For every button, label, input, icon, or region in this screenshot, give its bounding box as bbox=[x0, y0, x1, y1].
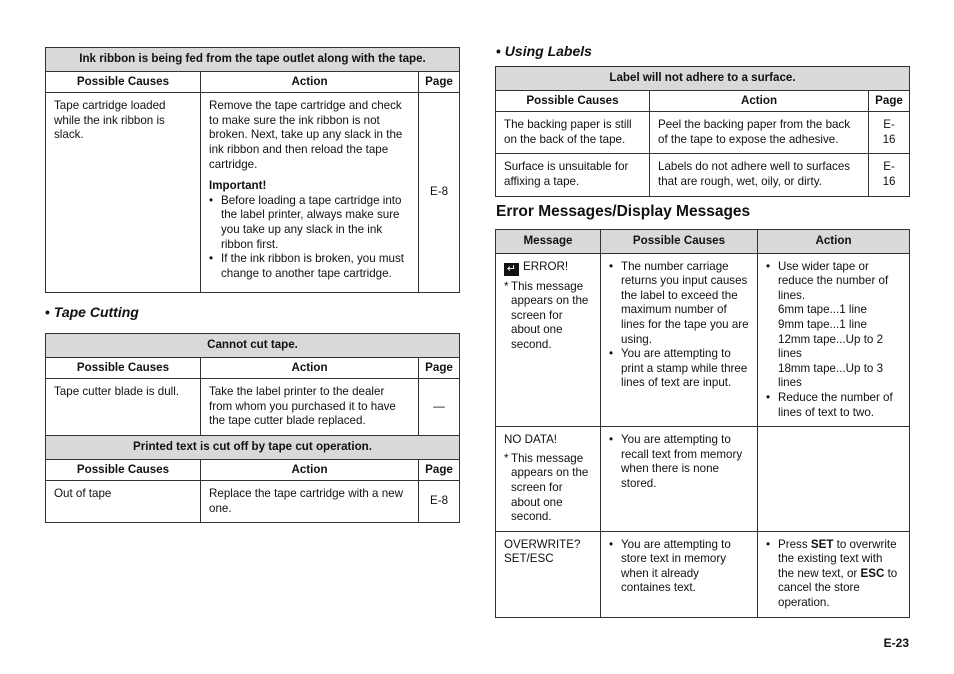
column-header: Possible Causes bbox=[46, 357, 201, 379]
page-cell: — bbox=[419, 379, 460, 436]
table-row bbox=[46, 93, 460, 293]
action-cell: Take the label printer to the dealer from whom you purchased it to have the tape cutter blade replaced. bbox=[201, 379, 419, 436]
cause-cell bbox=[601, 253, 758, 427]
cause-cell: Surface is unsuitable for affixing a tape. bbox=[496, 154, 650, 196]
column-header: Action bbox=[201, 459, 419, 481]
message-line bbox=[504, 260, 592, 276]
action-cell bbox=[758, 427, 910, 532]
section-heading-using-labels: • Using Labels bbox=[496, 44, 592, 59]
action-cell bbox=[201, 93, 419, 293]
using-labels-table bbox=[495, 66, 910, 197]
page-cell: E-8 bbox=[419, 481, 460, 523]
cause-cell: Tape cutter blade is dull. bbox=[46, 379, 201, 436]
table-row bbox=[496, 112, 910, 154]
column-header: Page bbox=[419, 357, 460, 379]
column-header: Action bbox=[201, 71, 419, 93]
action-text: to overwrite the existing text with the new text, or bbox=[778, 537, 897, 580]
tape-cutting-table bbox=[45, 333, 460, 523]
column-header: Action bbox=[201, 357, 419, 379]
ink-ribbon-table bbox=[45, 47, 460, 293]
error-messages-table bbox=[495, 229, 910, 618]
page-cell: E-8 bbox=[419, 93, 460, 293]
bullet-item bbox=[766, 538, 901, 611]
cause-cell: The backing paper is still on the back of the tape. bbox=[496, 112, 650, 154]
bullet-item: • You are attempting to print a stamp while three lines of text are input. bbox=[609, 347, 749, 391]
bullet-item: • The number carriage returns you input causes the label to exceed the maximum number of lines for the tape you are using. bbox=[609, 260, 749, 348]
action-text: Remove the tape cartridge and check to make sure the ink ribbon is not broken. Next, take up any slack in the ink ribbon and then reload the tape cartridge. bbox=[209, 99, 403, 171]
table-row bbox=[46, 481, 460, 523]
action-text: Press bbox=[778, 537, 808, 551]
table-row bbox=[496, 154, 910, 196]
action-cell: Labels do not adhere well to surfaces that are rough, wet, oily, or dirty. bbox=[650, 154, 869, 196]
column-header: Message bbox=[496, 230, 601, 254]
bullet-item: • Before loading a tape cartridge into the label printer, always make sure you take up any slack in the ink ribbon first. bbox=[209, 194, 410, 252]
column-header: Possible Causes bbox=[496, 90, 650, 112]
bullet-item: • Reduce the number of lines of text to two. bbox=[766, 391, 901, 420]
page-number: E-23 bbox=[883, 636, 909, 650]
column-header: Possible Causes bbox=[46, 459, 201, 481]
action-cell bbox=[758, 253, 910, 427]
column-header: Page bbox=[419, 459, 460, 481]
message-cell bbox=[496, 253, 601, 427]
tape-line-item: 9mm tape...1 line bbox=[778, 317, 867, 331]
message-note: * This message appears on the screen for about one second. bbox=[504, 280, 592, 353]
message-note: * This message appears on the screen for about one second. bbox=[504, 452, 592, 525]
message-cell bbox=[496, 531, 601, 617]
cause-cell bbox=[601, 531, 758, 617]
table-row bbox=[496, 531, 910, 617]
table-row bbox=[46, 379, 460, 436]
action-text: • Use wider tape or reduce the number of lines. bbox=[778, 259, 889, 302]
action-cell: Replace the tape cartridge with a new one. bbox=[201, 481, 419, 523]
section-heading-tape-cutting: • Tape Cutting bbox=[45, 305, 139, 320]
bullet-item: • You are attempting to recall text from memory when there is none stored. bbox=[609, 433, 749, 491]
bullet-item bbox=[766, 260, 901, 391]
table-row bbox=[496, 427, 910, 532]
table-title: Printed text is cut off by tape cut operation. bbox=[46, 435, 460, 459]
message-text: NO DATA! bbox=[504, 433, 558, 447]
message-text: ERROR! bbox=[523, 259, 569, 273]
cause-cell bbox=[601, 427, 758, 532]
column-header: Page bbox=[419, 71, 460, 93]
tape-line-item: 18mm tape...Up to 3 lines bbox=[778, 361, 884, 390]
action-cell bbox=[758, 531, 910, 617]
tape-line-item: 6mm tape...1 line bbox=[778, 303, 867, 317]
column-header: Page bbox=[869, 90, 910, 112]
action-text: to cancel the store operation. bbox=[778, 566, 898, 610]
action-cell: Peel the backing paper from the back of the tape to expose the adhesive. bbox=[650, 112, 869, 154]
column-header: Possible Causes bbox=[601, 230, 758, 254]
table-title: Label will not adhere to a surface. bbox=[496, 67, 910, 91]
cause-cell: Out of tape bbox=[46, 481, 201, 523]
esc-key-label: ESC bbox=[860, 566, 885, 580]
enter-key-icon: ↵ bbox=[504, 263, 519, 276]
column-header: Possible Causes bbox=[46, 71, 201, 93]
page-cell: E-16 bbox=[869, 112, 910, 154]
set-key-label: SET bbox=[810, 537, 834, 551]
table-title: Cannot cut tape. bbox=[46, 334, 460, 358]
table-title: Ink ribbon is being fed from the tape outlet along with the tape. bbox=[46, 48, 460, 72]
important-label: Important! bbox=[209, 179, 267, 193]
message-text: OVERWRITE? bbox=[504, 537, 581, 551]
message-text: SET/ESC bbox=[504, 552, 554, 566]
message-cell bbox=[496, 427, 601, 532]
bullet-item: • You are attempting to store text in memory when it already containes text. bbox=[609, 538, 749, 596]
column-header: Action bbox=[758, 230, 910, 254]
table-row bbox=[496, 253, 910, 427]
section-heading-error-messages: Error Messages/Display Messages bbox=[496, 203, 751, 220]
page-cell: E-16 bbox=[869, 154, 910, 196]
column-header: Action bbox=[650, 90, 869, 112]
bullet-item: • If the ink ribbon is broken, you must change to another tape cartridge. bbox=[209, 252, 410, 281]
tape-line-item: 12mm tape...Up to 2 lines bbox=[778, 332, 884, 361]
cause-cell: Tape cartridge loaded while the ink ribbon is slack. bbox=[46, 93, 201, 293]
